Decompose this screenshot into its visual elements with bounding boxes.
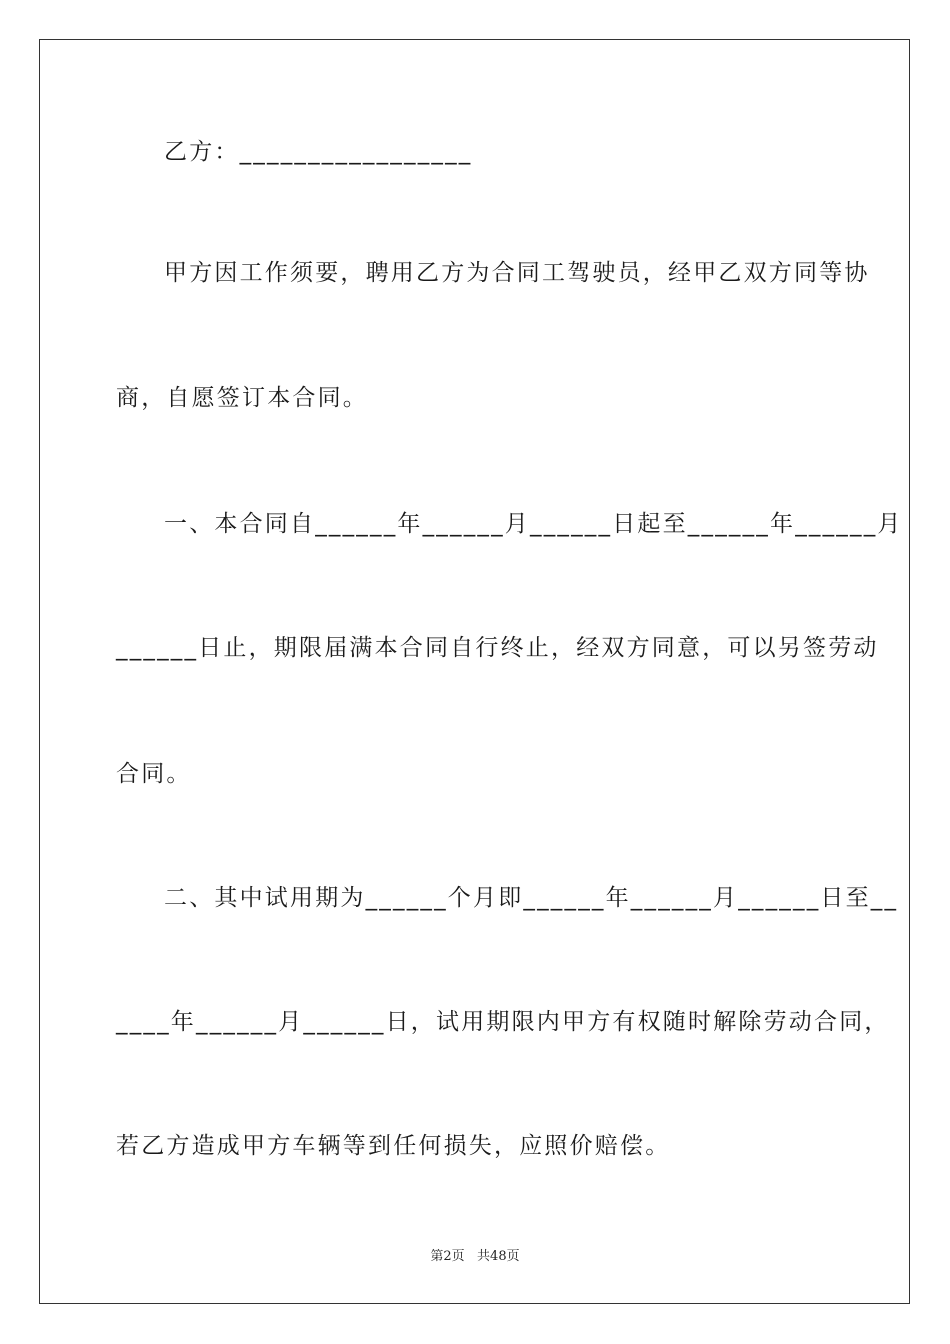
clause-1-line-3: 合同。 [116, 761, 192, 787]
paragraph-intro-line-2: 商，自愿签订本合同。 [116, 385, 368, 411]
page-number-footer: 第2页 共48页 [430, 1249, 520, 1264]
clause-1-line-1: 一、本合同自______年______月______日起至______年______月 [164, 511, 903, 537]
clause-1-line-2: ______日止，期限届满本合同自行终止，经双方同意，可以另签劳动 [116, 635, 879, 661]
clause-2-line-2: ____年______月______日，试用期限内甲方有权随时解除劳动合同， [116, 1009, 890, 1035]
clause-2-line-1: 二、其中试用期为______个月即______年______月______日至__ [164, 885, 899, 911]
page-border [39, 39, 910, 1304]
party-b-line: 乙方：_________________ [164, 139, 473, 165]
paragraph-intro-line-1: 甲方因工作须要，聘用乙方为合同工驾驶员，经甲乙双方同等协 [164, 260, 870, 286]
clause-2-line-3: 若乙方造成甲方车辆等到任何损失，应照价赔偿。 [116, 1133, 671, 1159]
